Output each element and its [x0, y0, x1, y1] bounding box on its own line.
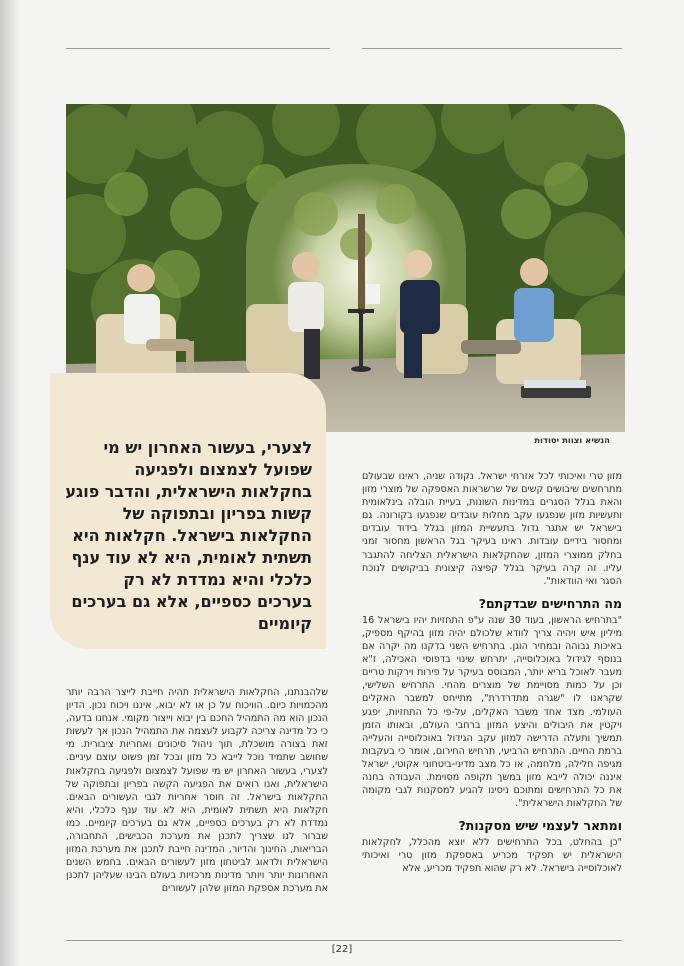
paragraph-intro: מזון טרי ואיכותי לכל אזרחי ישראל. נקודה שניה, ראינו שבעולם מתרחשים שיבושים קשים של שרשראות האספקה של מוצרי מזון והאת בגלל הסגרים במדינות השונות, בעיית הובלה בינלאומית ותעשיות מזון שנפגעו עקב מחלות עובדים שנפגעו בקורונה. גם בישראל יש אתגר גדול בתעשיית המזון בגלל בידוד עובדים ומחסור בידיים עובדות. ראינו בעיקר בגל הראשון מחסור זמני בחלק ממוצרי המזון, שהחקלאות הישראלית הצליחה להתגבר עליו. זה קרה בעיקר בגלל קפיצה קיצונית בביקושים לנוכח הסגר ואי הוודאות". — [362, 471, 622, 587]
article-column-right — [362, 470, 622, 876]
header-rule-left — [66, 48, 330, 49]
page-fold-shadow — [0, 0, 20, 966]
footer-rule — [66, 940, 622, 941]
article-column-left — [66, 686, 328, 896]
interview-question-1: מה התרחישים שבדקתם? — [478, 595, 622, 611]
pull-quote: לצערי, בעשור האחרון יש מי שפועל לצמצום ולפגיעה בחקלאות הישראלית, והדבר פוגע קשות בפריון ובתפוקה של החקלאות בישראל. חקלאות היא תשתית לאומית, היא לא עוד ענף כלכלי והיא נמדדת לא רק בערכים כספיים, אלא גם בערכים קיומיים — [50, 373, 326, 649]
paragraph-scenarios: "בתרחיש הראשון, בעוד 30 שנה ע"פ התחזיות יהיו בישראל 16 מיליון איש ויהיה צריך לוודא שלכולם יהיה מזון בהיקף מספיק, באיכות גבוהה ובמחיר הוגן. בתרחיש השני בדקנו מה יקרה אם בנוסף לגידול באוכלוסייה, יתרחש שינוי בדפוסי האכילה, ז"א מעבר לאוכל בריא יותר, המבוסס בעיקר על פירות וירקות טריים וכן על כמות מסויימת של מוצרים מהחי. התרחיש השלישי, שקראנו לו "שגרה מתדרדרת", מתייחס למשבר האקלים העולמי. מצד אחד משבר האקלים, על-פי כל התחזיות, יפגע ויקטין את היבולים והיצע המזון ברחבי העולם, ובאותו הזמן תמשיך ותעלה הדרישה למזון עקב הגידול באוכלוסייה והעלייה ברמת החיים. התרחיש הרביעי, תרחיש החירום, אומר כי בעקבות מגיפה חלילה, מלחמה, או כל מצב מדיני-ביטחוני אקוטי, ישראל איננה יכולה לייבא מזון במשך תקופה מסוימת. העבודה בחנה את כל התרחישים ומתוכם ניסינו להגיע למסקנות לגבי מקומה של החקלאות הישראלית". — [362, 614, 622, 810]
paragraph-continuation: שלהבנתנו, החקלאות הישראלית תהיה חייבת לייצר הרבה יותר מהכמויות כיום. הוויכוח על כן או לא יבוא, איננו ויכוח נכון. הדיון הנכון הוא מה התמהיל החכם בין יבוא וייצור מקומי. אנחנו בדעה, כי כל מדינה צריכה לקבוע לעצמה את התמהיל הנכון אך לעשות זאת בצורה מושכלת, תוך ניהול סיכונים ואחריות ציבורית. מי שחושב שתמיד נוכל לייבא כל מזון ובכל זמן פשוט עוצם עיניים. לצערי, בעשור האחרון יש מי שפועל לצמצום ולפגיעה בחקלאות הישראלית, ואנו רואים את הפגיעה הקשה בפריון ובתפוקה של החקלאות בישראל. זה חוסר אחריות לגבי העשורים הבאים. חקלאות היא תשתית לאומית, היא לא עוד ענף כלכלי, והיא נמדדת לא רק בערכים כספיים, אלא גם בערכים קיומיים. כמו שברור לנו שצריך לתכנן את מערכת הכבישים, התחבורה, הבריאות, החינוך והדיור, המדינה חייבת לתכנן את מערכת המזון הישראלית ולדאוג לביטחון מזון לעשורים הבאים. בחמש השנים האחרונות יותר ויותר מדינות מרכזיות בעולם הבינו שעליהן לתכנן את מערכת אספקת המזון שלהן לעשורים — [66, 687, 328, 895]
page-number: [22] — [331, 944, 353, 955]
interview-question-2: ומתאר לעצמי שיש מסקנות? — [458, 818, 622, 834]
photo-caption: הנשיא וצוות יסודות — [534, 436, 610, 446]
header-rule-right — [362, 48, 622, 49]
paragraph-conclusions: "כן בהחלט, בכל התרחישים ללא יוצא מהכלל, לחקלאות הישראלית יש תפקיד מכריע באספקת מזון טרי ואיכותי לאוכלוסייה בישראל. לא רק שהוא תפקיד מכריע, אלא — [362, 837, 622, 875]
